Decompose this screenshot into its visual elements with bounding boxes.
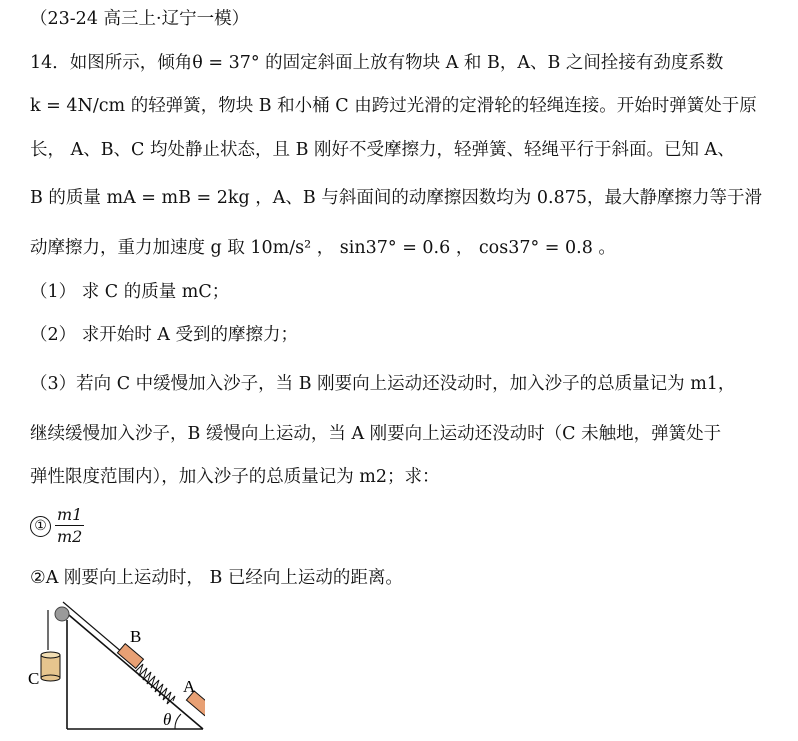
pulley-icon	[55, 607, 69, 621]
fraction-numerator: m1	[57, 505, 83, 524]
problem-line-3: 长， A、B、C 均处静止状态，且 B 刚好不受摩擦力，轻弹簧、轻绳平行于斜面。已知 A、	[30, 140, 735, 160]
block-b-icon	[117, 644, 143, 669]
question-3-line-3: 弹性限度范围内），加入沙子的总质量记为 m2；求：	[30, 467, 440, 487]
sub-question-2: ②A 刚要向上运动时， B 已经向上运动的距离。	[30, 568, 403, 588]
label-theta: θ	[163, 710, 172, 729]
incline-rope	[63, 602, 123, 653]
label-b: B	[130, 627, 142, 646]
spring-icon	[135, 664, 175, 704]
question-3-line-1: （3）若向 C 中缓慢加入沙子，当 B 刚要向上运动还没动时，加入沙子的总质量记为 m1，	[30, 374, 736, 394]
problem-line-5: 动摩擦力，重力加速度 g 取 10m/s² ， sin37° = 0.6 ， cos37° = 0.8 。	[30, 238, 616, 258]
sub-question-1	[30, 506, 84, 546]
source-note: （23-24 高三上·辽宁一模）	[30, 9, 250, 29]
problem-line-1: 14．如图所示，倾角θ = 37° 的固定斜面上放有物块 A 和 B，A、B 之间拴接有劲度系数	[30, 53, 724, 73]
bucket-c-icon	[41, 652, 60, 681]
circled-number-1: ①	[30, 516, 51, 537]
problem-line-4: B 的质量 mA = mB = 2kg ，A、B 与斜面间的动摩擦因数均为 0.875，最大静摩擦力等于滑	[30, 188, 762, 208]
question-2: （2） 求开始时 A 受到的摩擦力；	[30, 325, 298, 345]
question-3-line-2: 继续缓慢加入沙子，B 缓慢向上运动，当 A 刚要向上运动还没动时（C 未触地，弹簧处于	[30, 424, 722, 444]
question-1: （1） 求 C 的质量 mC；	[30, 282, 230, 302]
mass-ratio-fraction	[55, 506, 84, 546]
angle-arc	[175, 714, 181, 729]
incline-pulley-figure	[25, 600, 205, 741]
fraction-denominator: m2	[57, 527, 83, 546]
problem-line-2: k = 4N/cm 的轻弹簧，物块 B 和小桶 C 由跨过光滑的定滑轮的轻绳连接。开始时弹簧处于原	[30, 96, 757, 116]
label-a: A	[183, 677, 196, 696]
label-c: C	[28, 669, 40, 688]
